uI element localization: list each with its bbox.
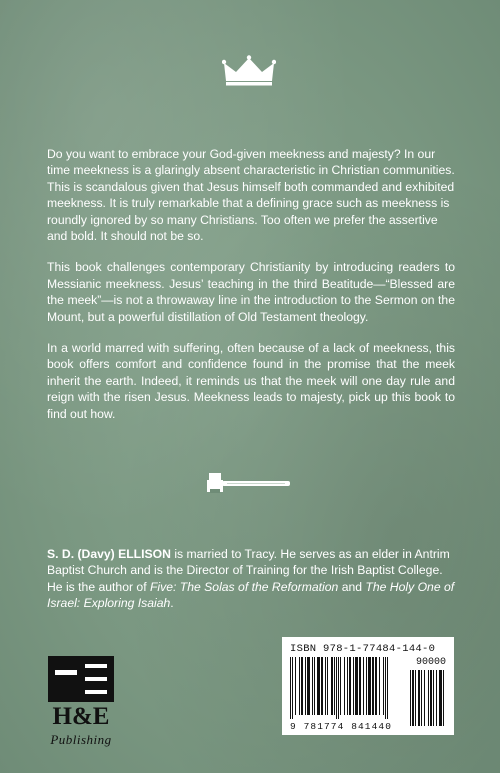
blurb-paragraph-2: This book challenges contemporary Christianity by introducing readers to Messianic meekness. Jesus’ teaching in the third Beatitude—“Blessed are the meek”—is not a throwaway line in the introduction to the Sermon on the Mount, but a powerful distillation of Old Testament theology. bbox=[47, 260, 455, 324]
isbn-label: ISBN 978-1-77484-144-0 bbox=[290, 643, 436, 655]
bio-text-3: . bbox=[170, 596, 174, 611]
book-title-holy-one: The Holy One of Israel: Exploring Isaiah bbox=[47, 579, 455, 611]
author-bio bbox=[47, 546, 455, 612]
publisher-name: H&E bbox=[52, 703, 110, 730]
bio-text-1: is married to Tracy. He serves as an elder in Antrim Baptist Church and is the Director of Training for the Irish Baptist College. He is the author of bbox=[47, 547, 450, 594]
blurb-paragraph-3: In a world marred with suffering, often because of a lack of meekness, this book offers comfort and confidence found in the promise that the meek inherit the earth. Indeed, it reminds us that the meek will one day rule and reign with the risen Jesus. Meekness leads to majesty, pick up this book to find out how. bbox=[47, 341, 455, 421]
blurb-paragraph-1: Do you want to embrace your God-given meekness and majesty? In our time meekness is a glaringly absent characteristic in Christian communities. This is scandalous given that Jesus himself both commanded and exhibited meekness. It is truly remarkable that a defining grace such as meekness is roundly ignored by so many Christians. Too often we prefer the assertive and bold. It should not be so. bbox=[47, 147, 455, 244]
blurb bbox=[47, 146, 455, 437]
ean-barcode-bars bbox=[290, 657, 404, 719]
hammer-icon bbox=[205, 467, 293, 497]
publisher-logo bbox=[40, 656, 120, 756]
crown-icon bbox=[222, 55, 276, 87]
isbn-barcode bbox=[282, 637, 454, 735]
publisher-subname: Publishing bbox=[50, 732, 112, 747]
price-barcode-bars bbox=[410, 670, 448, 730]
bio-text-2: and bbox=[338, 579, 366, 594]
barcode-digits: 9 781774 841440 bbox=[290, 721, 393, 732]
author-name: S. D. (Davy) ELLISON bbox=[47, 547, 171, 561]
book-title-five: Five: The Solas of the Reformation bbox=[149, 579, 339, 594]
publisher-logo-mark bbox=[48, 656, 114, 702]
price-code: 90000 bbox=[416, 657, 447, 668]
